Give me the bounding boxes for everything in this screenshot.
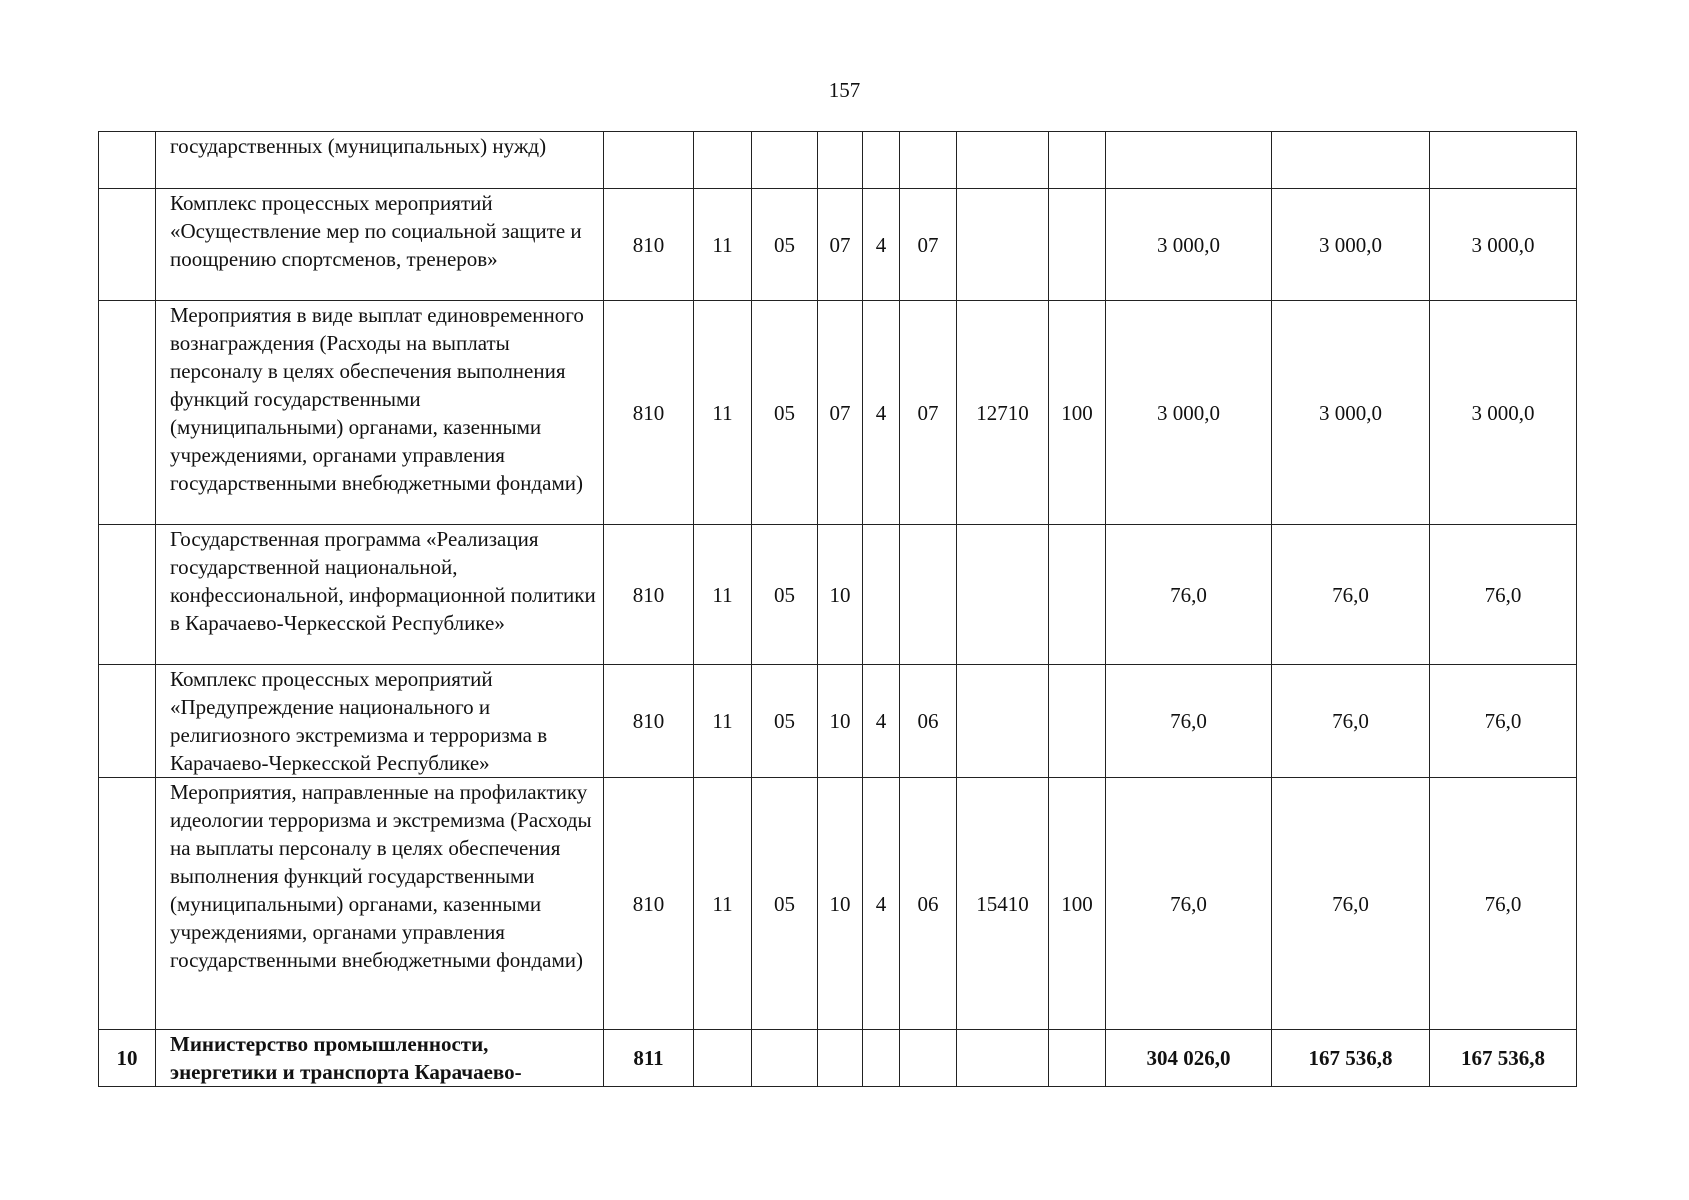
amount-year-2: 76,0 <box>1272 778 1430 1030</box>
expense-type-code <box>1049 1030 1106 1087</box>
expense-type-code <box>1049 132 1106 189</box>
amount-year-2: 167 536,8 <box>1272 1030 1430 1087</box>
amount-year-3: 76,0 <box>1430 665 1577 778</box>
structural-element-code: 06 <box>900 778 957 1030</box>
budget-table <box>98 131 1577 1087</box>
direction-code: 15410 <box>957 778 1049 1030</box>
grbs-code: 810 <box>604 778 694 1030</box>
subsection-code: 05 <box>752 189 818 301</box>
program-type-code: 4 <box>863 189 900 301</box>
amount-year-1: 304 026,0 <box>1106 1030 1272 1087</box>
table-row <box>99 778 1577 1030</box>
subsection-code: 05 <box>752 525 818 665</box>
direction-code <box>957 1030 1049 1087</box>
program-code: 10 <box>818 525 863 665</box>
table-row <box>99 189 1577 301</box>
subsection-code: 05 <box>752 301 818 525</box>
amount-year-3: 76,0 <box>1430 525 1577 665</box>
table-row <box>99 665 1577 778</box>
direction-code <box>957 189 1049 301</box>
grbs-code: 810 <box>604 525 694 665</box>
structural-element-code: 06 <box>900 665 957 778</box>
program-code: 10 <box>818 665 863 778</box>
expense-type-code: 100 <box>1049 778 1106 1030</box>
program-type-code <box>863 1030 900 1087</box>
amount-year-2 <box>1272 132 1430 189</box>
program-type-code: 4 <box>863 301 900 525</box>
direction-code <box>957 665 1049 778</box>
row-number: 10 <box>99 1030 156 1087</box>
amount-year-1: 76,0 <box>1106 778 1272 1030</box>
structural-element-code: 07 <box>900 301 957 525</box>
amount-year-3: 167 536,8 <box>1430 1030 1577 1087</box>
amount-year-3 <box>1430 132 1577 189</box>
amount-year-1 <box>1106 132 1272 189</box>
section-code: 11 <box>694 665 752 778</box>
amount-year-1: 3 000,0 <box>1106 189 1272 301</box>
grbs-code: 810 <box>604 189 694 301</box>
subsection-code: 05 <box>752 665 818 778</box>
subsection-code <box>752 1030 818 1087</box>
row-number <box>99 132 156 189</box>
row-number <box>99 301 156 525</box>
table-row <box>99 301 1577 525</box>
structural-element-code <box>900 1030 957 1087</box>
grbs-code: 810 <box>604 301 694 525</box>
row-name: государственных (муниципальных) нужд) <box>156 132 604 189</box>
grbs-code <box>604 132 694 189</box>
expense-type-code <box>1049 525 1106 665</box>
program-code: 07 <box>818 189 863 301</box>
direction-code <box>957 525 1049 665</box>
amount-year-1: 3 000,0 <box>1106 301 1272 525</box>
section-code: 11 <box>694 778 752 1030</box>
amount-year-2: 3 000,0 <box>1272 189 1430 301</box>
row-name: Государственная программа «Реализация государственной национальной, конфессиональной, информационной политики в Карачаево-Черкесской Республике» <box>156 525 604 665</box>
amount-year-3: 3 000,0 <box>1430 189 1577 301</box>
row-name: Комплекс процессных мероприятий «Осуществление мер по социальной защите и поощрению спортсменов, тренеров» <box>156 189 604 301</box>
row-number <box>99 525 156 665</box>
expense-type-code <box>1049 665 1106 778</box>
structural-element-code: 07 <box>900 189 957 301</box>
amount-year-1: 76,0 <box>1106 665 1272 778</box>
subsection-code <box>752 132 818 189</box>
row-number <box>99 189 156 301</box>
amount-year-2: 3 000,0 <box>1272 301 1430 525</box>
section-code: 11 <box>694 525 752 665</box>
subsection-code: 05 <box>752 778 818 1030</box>
amount-year-1: 76,0 <box>1106 525 1272 665</box>
row-number <box>99 778 156 1030</box>
amount-year-3: 76,0 <box>1430 778 1577 1030</box>
program-code <box>818 132 863 189</box>
amount-year-2: 76,0 <box>1272 665 1430 778</box>
expense-type-code: 100 <box>1049 301 1106 525</box>
row-name: Мероприятия, направленные на профилактику идеологии терроризма и экстремизма (Расходы на выплаты персоналу в целях обеспечения выполнения функций государственными (муниципальными) органами, казенными учреждениями, органами управления государственными внебюджетными фондами) <box>156 778 604 1030</box>
program-type-code <box>863 525 900 665</box>
program-type-code <box>863 132 900 189</box>
direction-code <box>957 132 1049 189</box>
table-row <box>99 132 1577 189</box>
table-row-total <box>99 1030 1577 1087</box>
section-code: 11 <box>694 189 752 301</box>
structural-element-code <box>900 132 957 189</box>
expense-type-code <box>1049 189 1106 301</box>
row-name: Мероприятия в виде выплат единовременного вознаграждения (Расходы на выплаты персоналу в целях обеспечения выполнения функций государственными (муниципальными) органами, казенными учреждениями, органами управления государственными внебюджетными фондами) <box>156 301 604 525</box>
grbs-code: 811 <box>604 1030 694 1087</box>
program-type-code: 4 <box>863 665 900 778</box>
table-row <box>99 525 1577 665</box>
row-name: Министерство промышленности, энергетики и транспорта Карачаево- <box>156 1030 604 1087</box>
grbs-code: 810 <box>604 665 694 778</box>
page-number: 157 <box>828 78 861 102</box>
row-number <box>99 665 156 778</box>
program-type-code: 4 <box>863 778 900 1030</box>
row-name: Комплекс процессных мероприятий «Предупреждение национального и религиозного экстремизма и терроризма в Карачаево-Черкесской Республике» <box>156 665 604 778</box>
amount-year-3: 3 000,0 <box>1430 301 1577 525</box>
program-code: 07 <box>818 301 863 525</box>
structural-element-code <box>900 525 957 665</box>
section-code <box>694 132 752 189</box>
amount-year-2: 76,0 <box>1272 525 1430 665</box>
section-code <box>694 1030 752 1087</box>
program-code: 10 <box>818 778 863 1030</box>
section-code: 11 <box>694 301 752 525</box>
direction-code: 12710 <box>957 301 1049 525</box>
program-code <box>818 1030 863 1087</box>
